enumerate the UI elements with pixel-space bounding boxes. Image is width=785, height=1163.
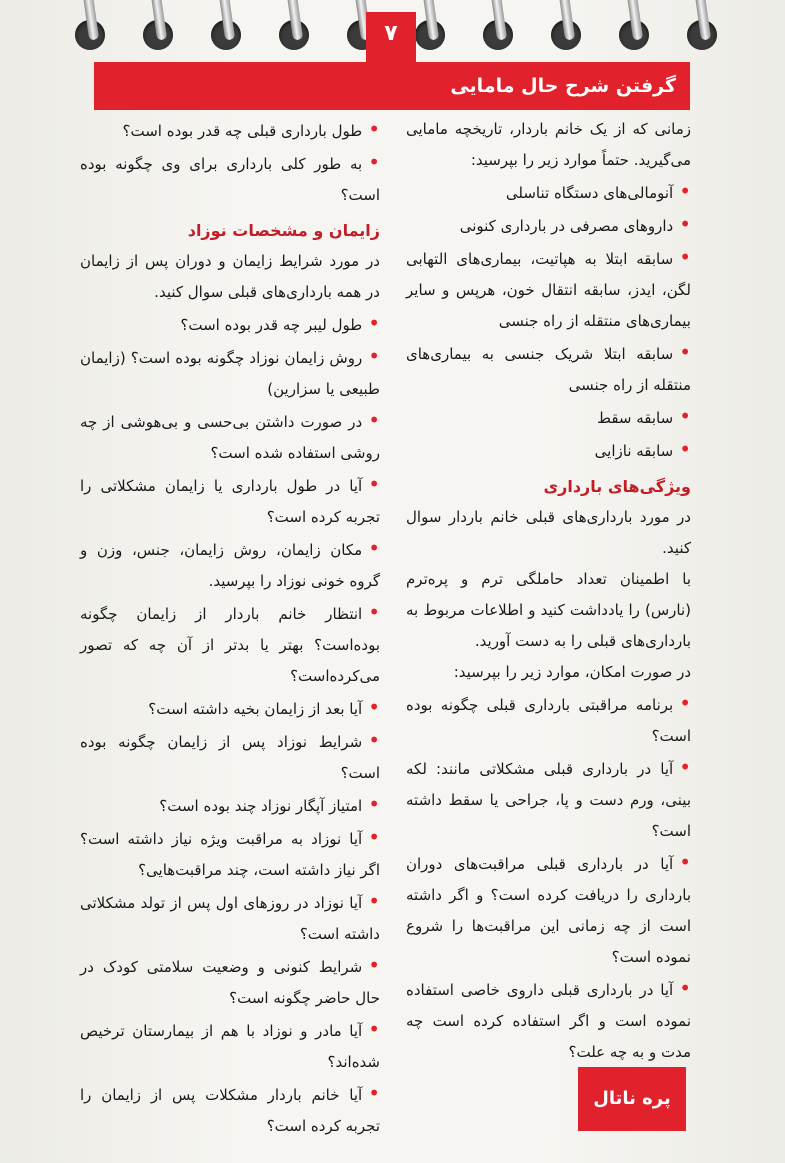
list-item: • آیا در بارداری قبلی داروی خاصی استفاده نموده است و اگر استفاده کرده است چه مدت و به چه علت؟ — [406, 973, 691, 1068]
list-item: • آیا مادر و نوزاد با هم از بیمارستان ترخیص شده‌اند؟ — [80, 1014, 380, 1078]
list-item: • شرایط کنونی و وضعیت سلامتی کودک در حال حاضر چگونه است؟ — [80, 950, 380, 1014]
paragraph: در صورت امکان، موارد زیر را بپرسید: — [453, 663, 691, 681]
page-number: ۷ — [366, 12, 416, 70]
section-heading: ویژگی‌های بارداری — [543, 477, 691, 496]
list-item: • آنومالی‌های دستگاه تناسلی — [406, 176, 691, 209]
list-item: • سابقه ابتلا شریک جنسی به بیماری‌های منتقله از راه جنسی — [406, 337, 691, 401]
section-tab: پره ناتال — [578, 1067, 686, 1131]
paragraph: در مورد بارداری‌های قبلی خانم باردار سوال کنید. — [406, 508, 691, 557]
paragraph: با اطمینان تعداد حاملگی ترم و پره‌ترم (نارس) را یادداشت کنید و اطلاعات مربوط به بارداری‌های قبلی را به دست آورید. — [406, 570, 691, 650]
list-item: • شرایط نوزاد پس از زایمان چگونه بوده است؟ — [80, 725, 380, 789]
section-heading: زایمان و مشخصات نوزاد — [187, 221, 380, 240]
list-item: • انتظار خانم باردار از زایمان چگونه بوده‌است؟ بهتر یا بدتر از آن چه که تصور می‌کرده‌است؟ — [80, 597, 380, 692]
list-item: • امتیاز آپگار نوزاد چند بوده است؟ — [80, 789, 380, 822]
intro-text: زمانی که از یک خانم باردار، تاریخچه مامایی می‌گیرید. حتماً موارد زیر را بپرسید: — [406, 120, 691, 169]
list-item: • سابقه سقط — [406, 401, 691, 434]
list-item: • طول لیبر چه قدر بوده است؟ — [80, 308, 380, 341]
list-item: • در صورت داشتن بی‌حسی و بی‌هوشی از چه روشی استفاده شده است؟ — [80, 405, 380, 469]
list-item: • آیا خانم باردار مشکلات پس از زایمان را تجربه کرده است؟ — [80, 1078, 380, 1142]
list-item: • داروهای مصرفی در بارداری کنونی — [406, 209, 691, 242]
list-item: • سابقه ابتلا به هپاتیت، بیماری‌های التهابی لگن، ایدز، سابقه انتقال خون، هرپس و سایر بیماری‌های منتقله از راه جنسی — [406, 242, 691, 337]
list-item: • مکان زایمان، روش زایمان، جنس، وزن و گروه خونی نوزاد را بپرسید. — [80, 533, 380, 597]
list-item: • آیا در طول بارداری یا زایمان مشکلاتی را تجربه کرده است؟ — [80, 469, 380, 533]
list-item: • آیا بعد از زایمان بخیه داشته است؟ — [80, 692, 380, 725]
list-item: • برنامه مراقبتی بارداری قبلی چگونه بوده است؟ — [406, 688, 691, 752]
intro-text: در مورد شرایط زایمان و دوران پس از زایمان در همه بارداری‌های قبلی سوال کنید. — [80, 252, 380, 301]
list-item: • آیا نوزاد در روزهای اول پس از تولد مشکلاتی داشته است؟ — [80, 886, 380, 950]
list-item: • به طور کلی بارداری برای وی چگونه بوده است؟ — [80, 147, 380, 211]
page-title: گرفتن شرح حال مامایی — [450, 75, 676, 97]
list-item: • آیا نوزاد به مراقبت ویژه نیاز داشته است؟ اگر نیاز داشته است، چند مراقبت‌هایی؟ — [80, 822, 380, 886]
list-item: • طول بارداری قبلی چه قدر بوده است؟ — [80, 114, 380, 147]
list-item: • روش زایمان نوزاد چگونه بوده است؟ (زایمان طبیعی یا سزارین) — [80, 341, 380, 405]
left-column — [80, 114, 380, 1142]
header-banner — [94, 62, 690, 110]
right-column — [406, 114, 691, 1068]
list-item: • آیا در بارداری قبلی مراقبت‌های دوران بارداری را دریافت کرده است؟ و اگر داشته است از چه زمانی این مراقبت‌ها را شروع نموده است؟ — [406, 847, 691, 973]
list-item: • سابقه نازایی — [406, 434, 691, 467]
list-item: • آیا در بارداری قبلی مشکلاتی مانند: لکه بینی، ورم دست و پا، جراحی یا سقط داشته است؟ — [406, 752, 691, 847]
